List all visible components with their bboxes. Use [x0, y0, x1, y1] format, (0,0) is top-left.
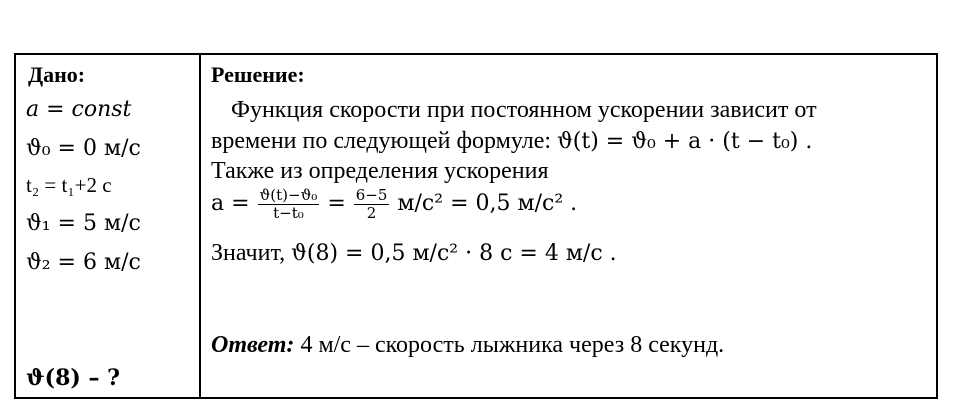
- fraction-values: [354, 187, 390, 221]
- acceleration-formula: [211, 187, 577, 221]
- solution-paragraph-1: Функция скорости при постоянном ускорении зависит от: [231, 97, 817, 123]
- solution-table: [14, 53, 938, 399]
- solution-paragraph-2: Также из определения ускорения: [211, 158, 549, 184]
- fraction-definition: [258, 187, 320, 221]
- equals-sign: =: [327, 191, 346, 216]
- given-line-v0: ϑ₀ = 0 м/с: [26, 136, 141, 161]
- accel-lhs: a =: [211, 191, 250, 216]
- accel-result: м/с² = 0,5 м/с² .: [397, 191, 578, 216]
- fraction-values-numerator: 6−5: [355, 186, 388, 204]
- answer-line: [211, 333, 724, 357]
- fraction-definition-denominator: t−t₀: [273, 203, 304, 222]
- final-velocity-formula: ϑ(8) = 0,5 м/с² · 8 с = 4 м/с .: [291, 241, 617, 266]
- given-line-acceleration: a = const: [26, 97, 132, 122]
- solution-paragraph-1-cont: [211, 129, 812, 153]
- velocity-formula: ϑ(t) = ϑ₀ + a · (t − t₀) .: [557, 129, 813, 154]
- solution-column: [201, 55, 936, 397]
- fraction-definition-numerator: ϑ(t)−ϑ₀: [259, 186, 318, 204]
- given-line-v2: ϑ₂ = 6 м/с: [26, 250, 141, 275]
- solution-text: времени по следующей формуле:: [211, 128, 552, 154]
- answer-label: Ответ:: [211, 332, 295, 358]
- given-line-t2: t₂ = t₁+2 с: [26, 173, 112, 197]
- fraction-values-denominator: 2: [366, 203, 377, 222]
- solution-header: Решение:: [211, 62, 305, 87]
- given-column: [16, 55, 201, 397]
- given-line-v1: ϑ₁ = 5 м/с: [26, 211, 141, 236]
- given-question: ϑ(8) – ?: [26, 365, 121, 391]
- given-header: Дано:: [28, 62, 86, 87]
- solution-conclusion-text: Значит,: [211, 240, 286, 266]
- answer-text: 4 м/с – скорость лыжника через 8 секунд.: [300, 332, 725, 358]
- solution-paragraph-3: [211, 241, 617, 265]
